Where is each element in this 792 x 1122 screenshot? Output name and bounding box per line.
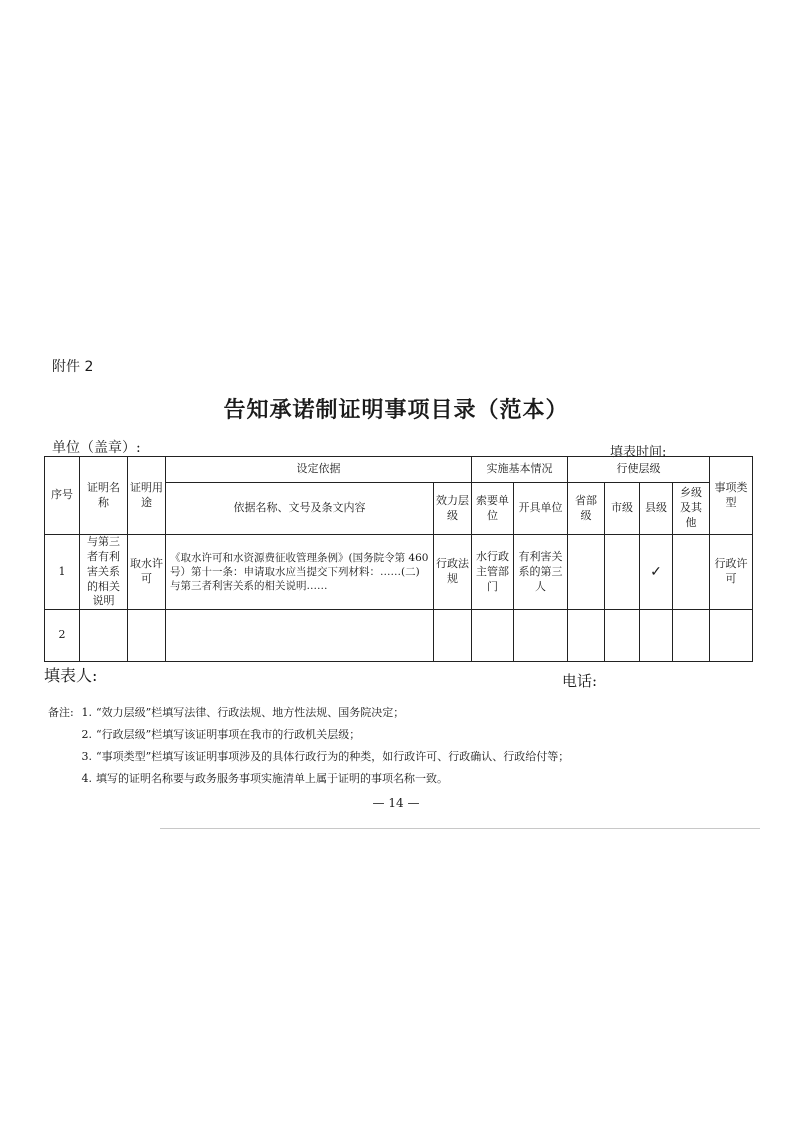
header-basis-group: 设定依据 xyxy=(166,457,472,483)
cell-cert-use: 取水许可 xyxy=(128,535,166,610)
fill-time-label: 填表时间: xyxy=(610,445,667,460)
cell-issuing-unit xyxy=(514,610,568,662)
note-text: 填写的证明名称要与政务服务事项实施清单上属于证明的事项名称一致。 xyxy=(96,772,448,785)
cell-city xyxy=(605,535,640,610)
header-county: 县级 xyxy=(640,483,673,535)
cell-basis-content: 《取水许可和水资源费征收管理条例》(国务院令第 460 号）第十一条：申请取水应当提交下列材料：……(二)与第三者利害关系的相关说明…… xyxy=(166,535,434,610)
note-number: 4. xyxy=(81,772,92,785)
note-number: 1. xyxy=(81,706,92,719)
page-number: — 14 — xyxy=(372,796,420,810)
header-township: 乡级及其他 xyxy=(673,483,710,535)
cell-requesting-unit xyxy=(472,610,514,662)
cell-serial: 2 xyxy=(45,610,80,662)
phone-label: 电话: xyxy=(562,672,598,690)
note-item xyxy=(48,724,748,746)
cell-township xyxy=(673,535,710,610)
table-row xyxy=(45,535,753,610)
cell-item-type xyxy=(710,610,753,662)
cell-county xyxy=(640,610,673,662)
notes-section xyxy=(48,702,748,790)
header-province: 省部级 xyxy=(568,483,605,535)
unit-label: 单位（盖章）: xyxy=(52,440,141,456)
cell-cert-name xyxy=(80,610,128,662)
note-number: 2. xyxy=(81,728,92,741)
cell-cert-name: 与第三者有利害关系的相关说明 xyxy=(80,535,128,610)
cell-effect-level xyxy=(434,610,472,662)
table-row xyxy=(45,610,753,662)
note-text: “效力层级”栏填写法律、行政法规、地方性法规、国务院决定； xyxy=(96,706,405,719)
header-item-type: 事项类型 xyxy=(710,457,753,535)
cell-serial: 1 xyxy=(45,535,80,610)
header-cert-name: 证明名称 xyxy=(80,457,128,535)
cell-requesting-unit: 水行政主管部门 xyxy=(472,535,514,610)
cell-item-type: 行政许可 xyxy=(710,535,753,610)
note-item xyxy=(48,768,748,790)
scan-divider-line xyxy=(160,828,760,829)
cell-effect-level: 行政法规 xyxy=(434,535,472,610)
catalog-table xyxy=(44,456,753,662)
note-text: “行政层级”栏填写该证明事项在我市的行政机关层级； xyxy=(96,728,361,741)
filler-label: 填表人: xyxy=(44,666,98,685)
header-basis-content: 依据名称、文号及条文内容 xyxy=(166,483,434,535)
note-item xyxy=(48,746,748,768)
header-level-group: 行使层级 xyxy=(568,457,710,483)
header-serial: 序号 xyxy=(45,457,80,535)
cell-township xyxy=(673,610,710,662)
header-requesting-unit: 索要单位 xyxy=(472,483,514,535)
cell-county-check-icon: ✓ xyxy=(640,535,673,610)
cell-city xyxy=(605,610,640,662)
page-title: 告知承诺制证明事项目录（范本） xyxy=(223,397,569,423)
cell-basis-content xyxy=(166,610,434,662)
note-number: 3. xyxy=(81,750,92,763)
cell-province xyxy=(568,535,605,610)
cell-province xyxy=(568,610,605,662)
header-city: 市级 xyxy=(605,483,640,535)
header-impl-group: 实施基本情况 xyxy=(472,457,568,483)
cell-issuing-unit: 有利害关系的第三人 xyxy=(514,535,568,610)
header-issuing-unit: 开具单位 xyxy=(514,483,568,535)
header-effect-level: 效力层级 xyxy=(434,483,472,535)
note-item xyxy=(48,702,748,724)
note-text: “事项类型”栏填写该证明事项涉及的具体行政行为的种类，如行政许可、行政确认、行政给付等； xyxy=(96,750,570,763)
attachment-label: 附件 2 xyxy=(52,359,94,375)
cell-cert-use xyxy=(128,610,166,662)
notes-lead: 备注: xyxy=(48,706,74,719)
header-row-top xyxy=(45,457,753,483)
header-cert-use: 证明用途 xyxy=(128,457,166,535)
